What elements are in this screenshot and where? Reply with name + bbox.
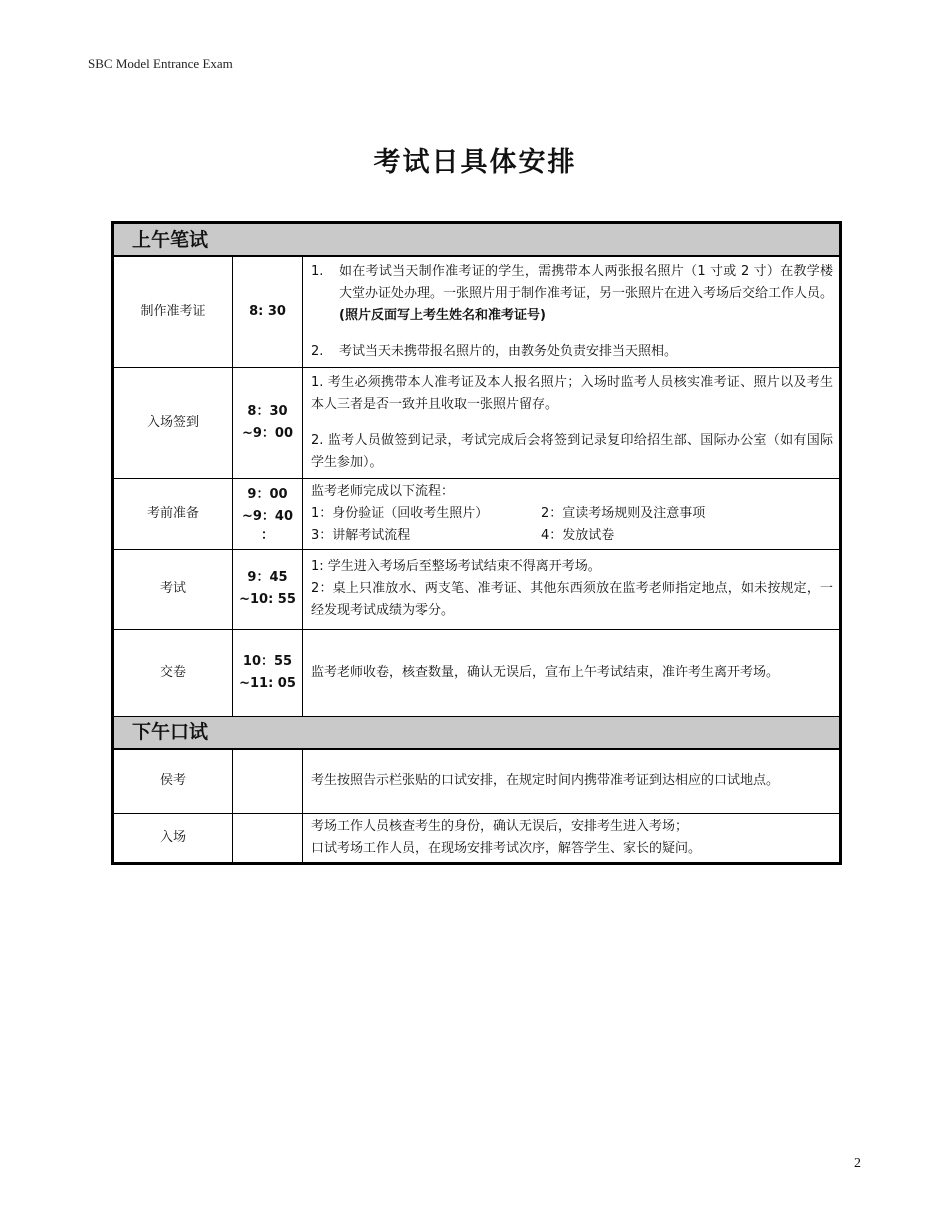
paragraph: 1: 学生进入考场后至整场考试结束不得离开考场。: [311, 559, 601, 574]
list-item: [311, 261, 833, 327]
row-label: 交卷: [113, 629, 233, 716]
row-time: [233, 549, 303, 629]
page-title: 考试日具体安排: [373, 147, 577, 178]
paragraph: 考场工作人员核查考生的身份，确认无误后，安排考生进入考场；: [311, 819, 689, 834]
time-line: ~11: 05: [239, 675, 296, 691]
row-description: [303, 256, 841, 367]
table-row: [113, 549, 841, 629]
section-title: 下午口试: [113, 716, 841, 749]
time-line: 9：00: [247, 486, 288, 502]
row-label: 入场签到: [113, 367, 233, 478]
row-label: 制作准考证: [113, 256, 233, 367]
running-header: SBC Model Entrance Exam: [88, 56, 233, 71]
step-row: [311, 503, 833, 525]
table-row: [113, 629, 841, 716]
paragraph: 口试考场工作人员，在现场安排考试次序，解答学生、家长的疑问。: [311, 841, 702, 856]
time-line: 10：55: [242, 653, 293, 669]
step-item: 4：发放试卷: [541, 527, 615, 543]
row-time: [233, 256, 303, 367]
item-text: 考试当天未携带报名照片的，由教务处负责安排当天照相。: [339, 343, 678, 359]
row-description: [303, 814, 841, 864]
row-description: [303, 478, 841, 549]
row-label: 考前准备: [113, 478, 233, 549]
section-title: 上午笔试: [113, 223, 841, 257]
table-row: [113, 367, 841, 478]
paragraph: 1. 考生必须携带本人准考证及本人报名照片；入场时监考人员核实准考证、照片以及考生本人三者是否一致并且收取一张照片留存。: [311, 374, 834, 412]
row-time: [233, 814, 303, 864]
time-line: ~10: 55: [239, 592, 296, 607]
paragraph: 考生按照告示栏张贴的口试安排，在规定时间内携带准考证到达相应的口试地点。: [311, 773, 780, 789]
paragraph: 2：桌上只准放水、两支笔、准考证、其他东西须放在监考老师指定地点，如未按规定，一经发现考试成绩为零分。: [311, 581, 834, 618]
row-description: [303, 749, 841, 814]
paragraph: 2. 监考人员做签到记录，考试完成后会将签到记录复印给招生部、国际办公室（如有国际学生参加）。: [311, 432, 834, 470]
item-number: 1.: [311, 263, 324, 279]
row-description: [303, 549, 841, 629]
row-label: 侯考: [113, 749, 233, 814]
time-line: ~9：00: [241, 425, 294, 441]
page-number: 2: [854, 1156, 861, 1171]
row-description: [303, 367, 841, 478]
time-line: 8：30: [247, 403, 288, 419]
row-label: 考试: [113, 549, 233, 629]
row-time: [233, 629, 303, 716]
list-item: [311, 341, 833, 363]
item-text: [339, 261, 833, 327]
step-row: [311, 525, 833, 547]
row-time: [233, 749, 303, 814]
schedule-table: [111, 221, 842, 865]
section-header-afternoon: [113, 716, 841, 749]
item-number: 2.: [311, 343, 324, 359]
table-row: [113, 256, 841, 367]
table-row: [113, 749, 841, 814]
row-label: 入场: [113, 814, 233, 864]
table-row: [113, 814, 841, 864]
item-text-plain: 如在考试当天制作准考证的学生，需携带本人两张报名照片（1 寸或 2 寸）在教学楼大堂办证处办理。一张照片用于制作准考证，另一张照片在进入考场后交给工作人员。: [339, 263, 834, 301]
time-line: ：: [260, 527, 274, 543]
section-header-morning: [113, 223, 841, 257]
step-item: 3：讲解考试流程: [311, 527, 411, 543]
paragraph: 监考老师收卷，核查数量，确认无误后，宣布上午考试结束，准许考生离开考场。: [311, 664, 780, 680]
table-row: [113, 478, 841, 549]
row-description: [303, 629, 841, 716]
time-line: 9：45: [247, 570, 288, 585]
time-line: ~9：40: [241, 508, 294, 524]
row-time: [233, 478, 303, 549]
step-item: 2：宣读考场规则及注意事项: [541, 505, 706, 521]
paragraph: 监考老师完成以下流程：: [311, 483, 455, 499]
step-item: 1：身份验证（回收考生照片）: [311, 505, 489, 521]
time-line: 8: 30: [249, 303, 286, 319]
item-text-bold: (照片反面写上考生姓名和准考证号): [339, 307, 546, 323]
row-time: [233, 367, 303, 478]
